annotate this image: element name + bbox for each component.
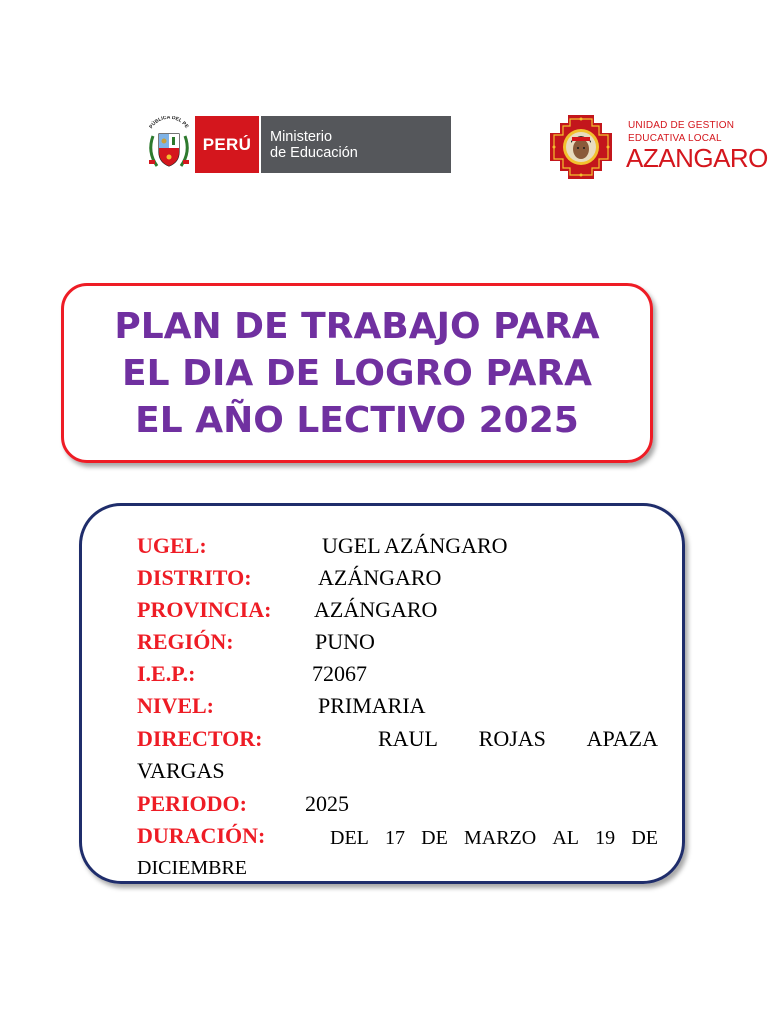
ugel-value: UGEL AZÁNGARO xyxy=(322,533,508,558)
shield-caption: PÚBLICA DEL PE xyxy=(148,116,190,130)
distrito-label: DISTRITO: xyxy=(137,565,252,590)
periodo-label: PERIODO: xyxy=(137,791,247,816)
ugel-logo-line-1: UNIDAD DE GESTION xyxy=(628,120,735,131)
ugel-logo-line-2: EDUCATIVA LOCAL xyxy=(628,133,722,144)
director-value-continued: VARGAS xyxy=(137,758,225,783)
title-line-1: PLAN DE TRABAJO PARA xyxy=(114,305,600,347)
minedu-logo xyxy=(143,116,451,173)
duracion-word: DE xyxy=(421,827,448,849)
nivel-label: NIVEL: xyxy=(137,693,215,718)
periodo-value: 2025 xyxy=(305,791,349,816)
title-box xyxy=(61,283,653,463)
ugel-logo-name: AZANGARO xyxy=(626,143,768,173)
peru-coat-of-arms-icon xyxy=(143,116,195,173)
svg-text:REPÚBLICA DEL PERÚ xyxy=(143,116,190,130)
provincia-label: PROVINCIA: xyxy=(137,597,272,622)
ugel-label: UGEL: xyxy=(137,533,207,558)
region-value: PUNO xyxy=(315,629,375,654)
provincia-value: AZÁNGARO xyxy=(314,597,438,622)
title-line-2: EL DIA DE LOGRO PARA xyxy=(122,352,592,394)
nivel-value: PRIMARIA xyxy=(318,693,426,718)
director-word: ROJAS xyxy=(478,726,546,751)
ministry-name xyxy=(259,116,451,173)
ugel-azangaro-logo xyxy=(546,113,768,181)
iep-value: 72067 xyxy=(312,661,367,686)
director-label: DIRECTOR: xyxy=(137,726,263,751)
region-label: REGIÓN: xyxy=(137,629,234,654)
duracion-word: MARZO xyxy=(463,827,537,849)
duracion-word: 17 xyxy=(385,827,406,849)
distrito-value: AZÁNGARO xyxy=(318,565,442,590)
iep-label: I.E.P.: xyxy=(137,661,196,686)
duracion-label: DURACIÓN: xyxy=(137,823,266,848)
ugel-emblem-icon xyxy=(546,113,616,181)
duracion-value-continued: DICIEMBRE xyxy=(137,857,247,879)
peru-label: PERÚ xyxy=(195,116,259,173)
duracion-word: AL xyxy=(552,827,580,849)
director-word: RAUL xyxy=(378,726,438,751)
ministry-line-2: de Educación xyxy=(270,144,358,161)
duracion-word: 19 xyxy=(595,827,616,849)
title-line-3: EL AÑO LECTIVO 2025 xyxy=(135,399,579,441)
director-word: APAZA xyxy=(586,726,658,751)
duracion-word: DEL xyxy=(330,827,369,849)
ministry-line-1: Ministerio xyxy=(270,128,333,145)
director-value xyxy=(378,726,658,752)
duracion-value xyxy=(330,825,658,851)
duracion-word: DE xyxy=(631,827,658,849)
